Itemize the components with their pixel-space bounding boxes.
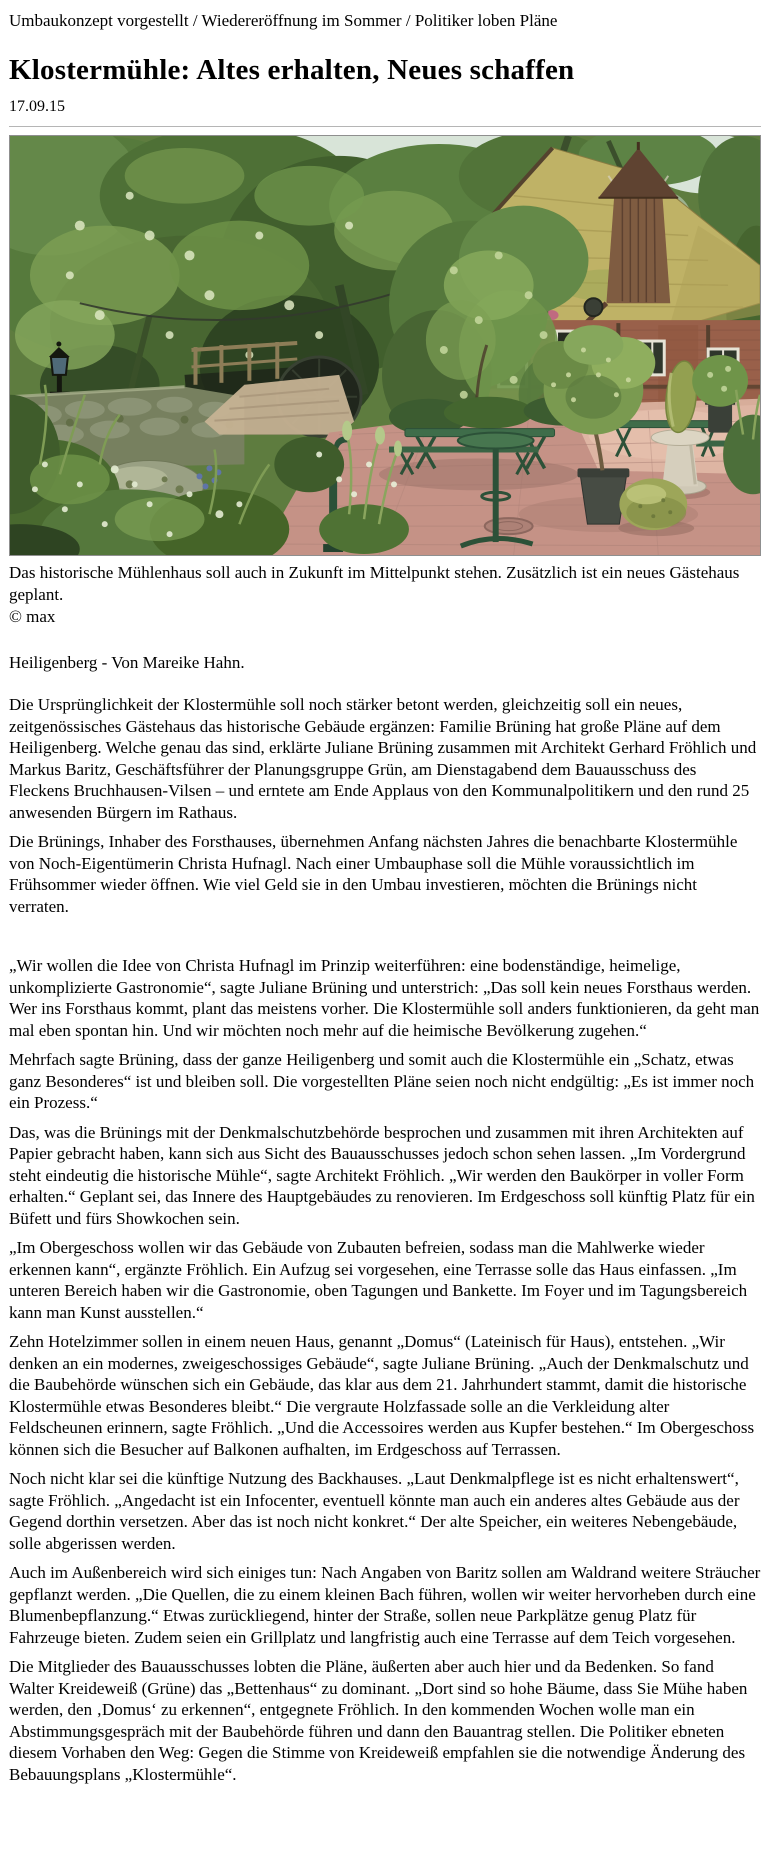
article-paragraph: Die Mitglieder des Bauausschusses lobten die Pläne, äußerten aber auch hier und da Bedenken. So fand Walter Kreideweiß (Grüne) das „Bettenhaus“ zu dominant. „Dort sind so hohe Bäume, dass Sie Mühe haben werden, den ‚Domus‘ zu erkennen“, entgegnete Fröhlich. In den kommenden Wochen wolle man ein Abstimmungsgespräch mit der Baubehörde führen und dann den Bauantrag stellen. Die Politiker ebneten diesem Vorhaben den Weg: Gegen die Stimme von Kreideweiß empfahlen sie die notwendige Änderung des Bebauungsplans „Klostermühle“. bbox=[9, 1657, 748, 1784]
kicker: Umbaukonzept vorgestellt / Wiedereröffnung im Sommer / Politiker loben Pläne bbox=[9, 11, 558, 30]
article-page bbox=[9, 0, 761, 1785]
article-paragraph: Zehn Hotelzimmer sollen in einem neuen Haus, genannt „Domus“ (Lateinisch für Haus), entstehen. „Wir denken an ein modernes, zweigeschossiges Gebäude“, sagte Juliane Brüning. „Auch der Denkmalschutz und die Baubehörde wünschen sich ein Gebäude, das klar aus dem 21. Jahrhundert stammt, damit die historische Klostermühle etwas Besonderes bleibt.“ Die vergraute Holzfassade solle an die Verkleidung alter Feldscheunen erinnern, sagte Fröhlich. „Und die Accessoires werden aus Kupfer bestehen.“ Im Obergeschoss können sich die Besucher auf Balkonen aufhalten, im Erdgeschoss auf Terrassen. bbox=[9, 1332, 755, 1459]
article-body bbox=[9, 694, 761, 1785]
photo-caption: Das historische Mühlenhaus soll auch in Zukunft im Mittelpunkt stehen. Zusätzlich ist ein neues Gästehaus geplant. bbox=[9, 563, 740, 604]
headline: Klostermühle: Altes erhalten, Neues schaffen bbox=[9, 54, 575, 86]
photo-divider bbox=[9, 126, 761, 127]
article-paragraph: Das, was die Brünings mit der Denkmalschutzbehörde besprochen und zusammen mit ihren Architekten auf Papier gebracht haben, kann sich aus Sicht des Bauausschusses jedoch schon sehen lassen. „Im Vordergrund steht eindeutig die historische Mühle“, sagte Architekt Fröhlich. „Wir werden den Baukörper in voller Form erhalten.“ Geplant sei, das Innere des Hauptgebäudes zu renovieren. Im Erdgeschoss soll künftig Platz für ein Büfett und fürs Showkochen sein. bbox=[9, 1122, 755, 1228]
mill-house-photo-illustration bbox=[10, 136, 760, 555]
article-paragraph: Die Brünings, Inhaber des Forsthauses, übernehmen Anfang nächsten Jahres die benachbarte Klostermühle von Noch-Eigentümerin Christa Hufnagl. Nach einer Umbauphase soll die Mühle voraussichtlich im Frühsommer wieder öffnen. Wie viel Geld sie in den Umbau investieren, möchten die Brünings nicht verraten. bbox=[9, 832, 738, 916]
article-photo bbox=[9, 135, 761, 556]
article-paragraph: Mehrfach sagte Brüning, dass der ganze Heiligenberg und somit auch die Klostermühle ein „Schatz, etwas ganz Besonderes“ ist und bleiben soll. Die vorgestellten Pläne seien noch nicht endgültig: „Es ist immer noch ein Prozess.“ bbox=[9, 1050, 755, 1112]
photo-credit: © max bbox=[9, 607, 56, 626]
article-date: 17.09.15 bbox=[9, 98, 65, 115]
article-paragraph: Auch im Außenbereich wird sich einiges tun: Nach Angaben von Baritz sollen am Waldrand weitere Sträucher gepflanzt werden. „Die Quellen, die zu einem kleinen Bach führen, wollen wir weiter hervorheben durch eine Blumenbepflanzung.“ Etwas zurückliegend, hinter der Straße, sollen neue Parkplätze genug Platz für Fahrzeuge bieten. Zudem seien ein Grillplatz und langfristig auch eine Terrasse auf dem Teich vorgesehen. bbox=[9, 1563, 761, 1647]
article-paragraph: Die Ursprünglichkeit der Klostermühle soll noch stärker betont werden, gleichzeitig soll ein neues, zeitgenössisches Gästehaus das historische Gebäude ergänzen: Familie Brüning hat große Pläne auf dem Heiligenberg. Welche genau das sind, erklärte Juliane Brüning zusammen mit Architekt Gerhard Fröhlich und Markus Baritz, Geschäftsführer der Planungsgruppe Grün, am Dienstagabend dem Bauausschuss des Fleckens Bruchhausen-Vilsen – und erntete am Ende Applaus von den Kommunalpolitikern und den rund 25 anwesenden Bürgern im Rathaus. bbox=[9, 695, 757, 822]
article-paragraph: Noch nicht klar sei die künftige Nutzung des Backhauses. „Laut Denkmalpflege ist es nicht erhaltenswert“, sagte Fröhlich. „Angedacht ist ein Infocenter, eventuell könnte man auch ein anderes altes Gebäude aus der Gegend dorthin versetzen. Aber das ist noch nicht konkret.“ Der alte Speicher, ein weiteres Nebengebäude, solle abgerissen werden. bbox=[9, 1469, 740, 1553]
article-paragraph: „Im Obergeschoss wollen wir das Gebäude von Zubauten befreien, sodass man die Mahlwerke wieder erkennen kann“, ergänzte Fröhlich. Ein Aufzug sei vorgesehen, eine Terrasse solle das Haus einfassen. „Im unteren Bereich haben wir die Gastronomie, oben Tagungen und Bankette. Im Foyer und im Tagungsbereich kann man Kunst ausstellen.“ bbox=[9, 1238, 748, 1322]
byline: Heiligenberg - Von Mareike Hahn. bbox=[9, 653, 245, 672]
article-paragraph: „Wir wollen die Idee von Christa Hufnagl im Prinzip weiterführen: eine bodenständige, heimelige, unkomplizierte Gastronomie“, sagte Juliane Brüning und unterstrich: „Das soll kein neues Forsthaus werden. Wer ins Forsthaus kommt, plant das meistens vorher. Die Klostermühle soll anders funktionieren, da geht man mal eben spontan hin. Und wir möchten noch mehr auf die heimische Bevölkerung zugehen.“ bbox=[9, 956, 760, 1040]
